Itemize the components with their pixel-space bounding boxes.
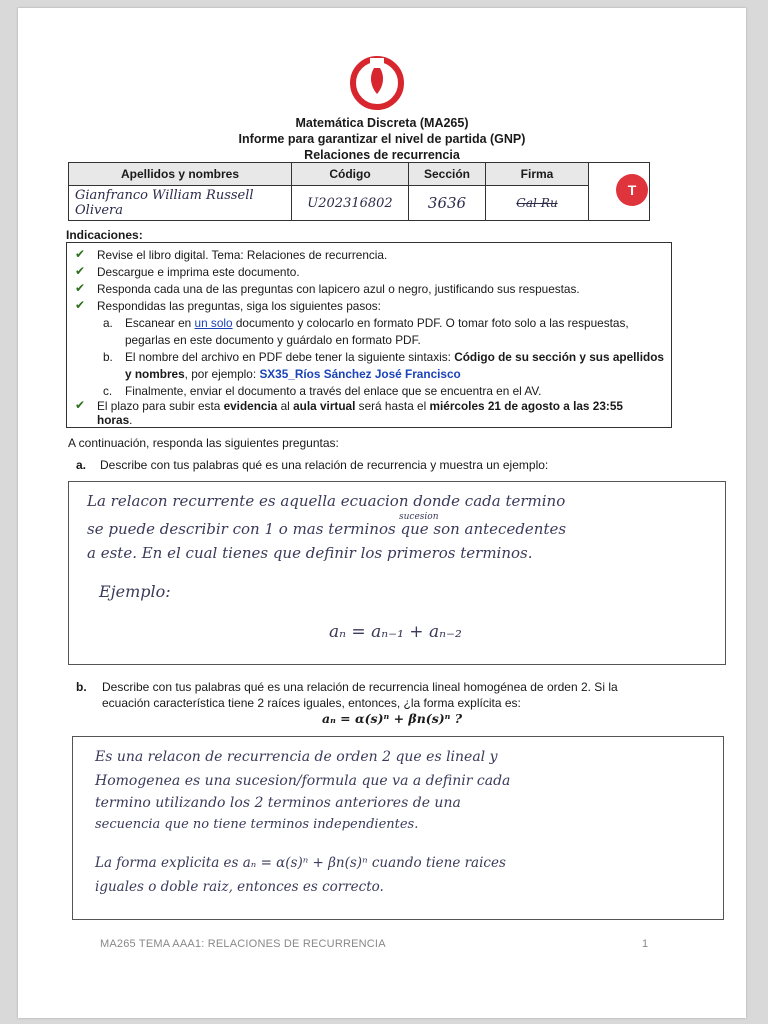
page-number: 1 — [642, 938, 649, 950]
answer-a-insert: sucesion — [399, 512, 439, 522]
deadline-part: . — [129, 413, 133, 427]
footer-text: MA265 TEMA AAA1: RELACIONES DE RECURRENCIA — [100, 938, 386, 950]
step-b-part: , por ejemplo: — [184, 367, 257, 381]
step-b-text — [125, 350, 664, 364]
step-b-part: El nombre del archivo en PDF debe tener la siguiente sintaxis: — [125, 350, 451, 364]
question-a-text: Describe con tus palabras qué es una relación de recurrencia y muestra un ejemplo: — [100, 458, 549, 472]
answer-b-line: Es una relacon de recurrencia de orden 2 que es lineal y — [95, 749, 498, 765]
step-c-text: Finalmente, enviar el documento a través del enlace que se encuentra en el AV. — [125, 384, 542, 398]
student-code: U202316802 — [292, 186, 409, 221]
header-code: Código — [292, 163, 409, 186]
answer-a-line: a este. En el cual tienes que definir los primeros terminos. — [87, 544, 533, 562]
turnitin-stamp-icon: T — [616, 174, 648, 206]
student-info-table — [68, 162, 650, 221]
filename-example: SX35_Ríos Sánchez José Francisco — [259, 367, 461, 381]
deadline-part: será hasta el — [358, 399, 427, 413]
step-a-letter: a. — [103, 316, 113, 330]
answer-b-line: iguales o doble raiz, entonces es correcto. — [95, 879, 384, 895]
step-a-text-2: pegarlas en este documento y guárdalo en formato PDF. — [125, 333, 421, 347]
deadline-bold: miércoles 21 de agosto a las 23:55 — [429, 399, 623, 413]
indications-box — [66, 242, 672, 428]
university-logo — [350, 56, 404, 110]
deadline-text-2 — [97, 413, 132, 427]
answer-a-line: La relacon recurrente es aquella ecuacion donde cada termino — [87, 492, 566, 510]
step-b-bold: Código de su sección y sus apellidos — [454, 350, 664, 364]
step-b-bold: y nombres — [125, 367, 185, 381]
example-label: Ejemplo: — [99, 582, 171, 601]
question-a-letter: a. — [76, 458, 87, 472]
check-icon: ✔ — [75, 398, 86, 412]
deadline-bold: aula virtual — [293, 399, 356, 413]
indication-item: Responda cada una de las preguntas con lapicero azul o negro, justificando sus respuestas. — [97, 282, 580, 296]
step-a-part: Escanear en — [125, 316, 192, 330]
answer-b-box — [72, 736, 724, 920]
course-title: Matemática Discreta (MA265) — [295, 116, 469, 130]
header-section: Sección — [409, 163, 486, 186]
check-icon: ✔ — [75, 264, 86, 278]
answer-a-line: se puede describir con 1 o mas terminos que son antecedentes — [87, 520, 567, 538]
deadline-text — [97, 399, 623, 413]
indication-item: Descargue e imprima este documento. — [97, 265, 300, 279]
intro-text: A continuación, responda las siguientes preguntas: — [68, 436, 339, 450]
step-c-letter: c. — [103, 384, 113, 398]
deadline-part: El plazo para subir esta — [97, 399, 221, 413]
step-a-text — [125, 316, 629, 330]
document-page — [18, 8, 746, 1018]
check-icon: ✔ — [75, 298, 86, 312]
check-icon: ✔ — [75, 281, 86, 295]
question-b-text: Describe con tus palabras qué es una relación de recurrencia lineal homogénea de orden 2. Si la — [102, 680, 618, 694]
answer-b-line: secuencia que no tiene terminos independientes. — [95, 817, 419, 832]
header-name: Apellidos y nombres — [69, 163, 292, 186]
report-title: Informe para garantizar el nivel de partida (GNP) — [238, 132, 526, 146]
deadline-bold: evidencia — [223, 399, 278, 413]
deadline-part: al — [280, 399, 290, 413]
step-a-part: documento y colocarlo en formato PDF. O tomar foto solo a las respuestas, — [235, 316, 629, 330]
header-signature: Firma — [486, 163, 589, 186]
question-b-letter: b. — [76, 680, 87, 694]
student-section: 3636 — [409, 186, 486, 221]
indication-item: Respondidas las preguntas, siga los siguientes pasos: — [97, 299, 381, 313]
student-signature: Gal-Ru — [486, 186, 589, 221]
student-name: Gianfranco William Russell Olivera — [69, 186, 292, 221]
answer-b-line: Homogenea es una sucesion/formula que va a definir cada — [95, 773, 511, 789]
answer-b-line: La forma explicita es aₙ = α(s)ⁿ + βn(s)ⁿ cuando tiene raices — [95, 855, 506, 871]
indication-item: Revise el libro digital. Tema: Relaciones de recurrencia. — [97, 248, 388, 262]
answer-a-box — [68, 481, 726, 665]
check-icon: ✔ — [75, 247, 86, 261]
question-b-formula: aₙ = α(s)ⁿ + βn(s)ⁿ ? — [322, 711, 463, 726]
question-b-text-2: ecuación característica tiene 2 raíces iguales, entonces, ¿la forma explícita es: — [102, 696, 521, 710]
deadline-bold: horas — [97, 413, 130, 427]
indications-title: Indicaciones: — [66, 228, 143, 242]
step-b-text-2 — [125, 367, 461, 381]
topic-title: Relaciones de recurrencia — [304, 148, 460, 162]
step-b-letter: b. — [103, 350, 113, 364]
un-solo-link[interactable]: un solo — [194, 316, 233, 330]
answer-b-line: termino utilizando los 2 terminos anteriores de una — [95, 795, 461, 811]
example-formula: aₙ = aₙ₋₁ + aₙ₋₂ — [329, 622, 462, 642]
